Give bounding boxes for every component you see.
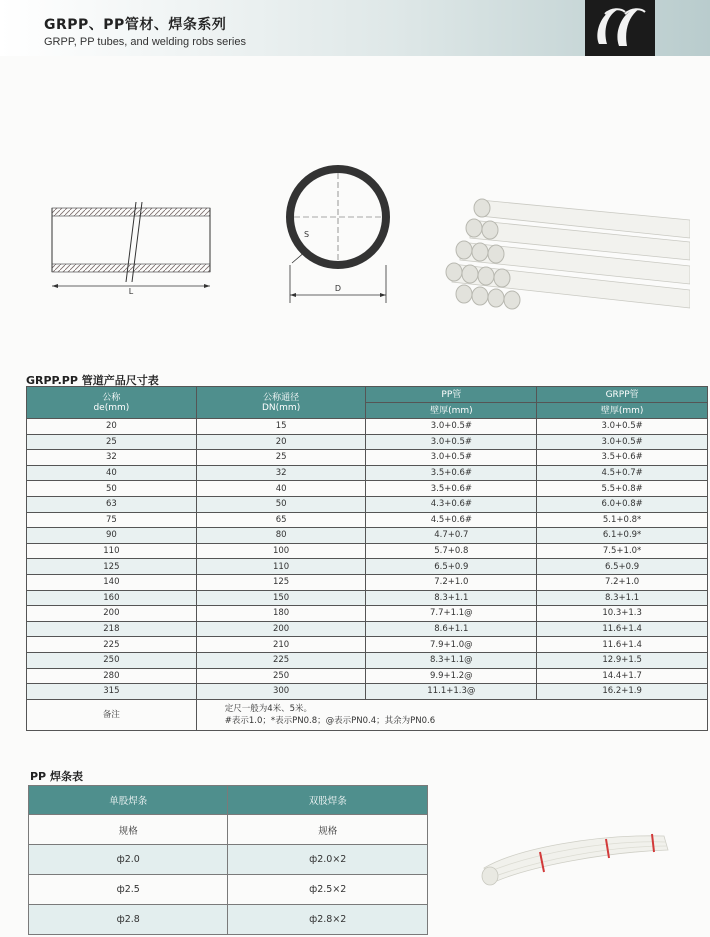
cell-dn: 50 bbox=[196, 496, 366, 512]
cell-dn: 150 bbox=[196, 590, 366, 606]
cell-de: 40 bbox=[27, 465, 197, 481]
note-row bbox=[27, 699, 708, 730]
cell-de: 90 bbox=[27, 528, 197, 544]
cell-de: 250 bbox=[27, 652, 197, 668]
cell-grpp: 11.6+1.4 bbox=[537, 621, 708, 637]
cell-de: 50 bbox=[27, 481, 197, 497]
cell-grpp: 14.4+1.7 bbox=[537, 668, 708, 684]
cell-pp: 4.5+0.6# bbox=[366, 512, 537, 528]
cell-double: ф2.0×2 bbox=[228, 845, 428, 875]
cell-pp: 6.5+0.9 bbox=[366, 559, 537, 575]
cell-de: 280 bbox=[27, 668, 197, 684]
cell-pp: 11.1+1.3@ bbox=[366, 684, 537, 700]
wall-label: S bbox=[304, 230, 310, 239]
col-dn-header: 公称通径 DN(mm) bbox=[196, 387, 366, 419]
cell-pp: 7.7+1.1@ bbox=[366, 606, 537, 622]
note-line-2: #表示1.0；*表示PN0.8；@表示PN0.4；其余为PN0.6 bbox=[224, 715, 436, 726]
cell-dn: 210 bbox=[196, 637, 366, 653]
cell-grpp: 12.9+1.5 bbox=[537, 652, 708, 668]
cell-dn: 65 bbox=[196, 512, 366, 528]
cell-grpp: 5.5+0.8# bbox=[537, 481, 708, 497]
page-title: GRPP、PP管材、焊条系列 bbox=[44, 17, 227, 33]
table-row bbox=[27, 481, 708, 497]
cell-dn: 125 bbox=[196, 574, 366, 590]
table-row bbox=[29, 905, 428, 935]
table-row bbox=[27, 496, 708, 512]
col-grpp-header: GRPP管 bbox=[537, 387, 708, 403]
cell-pp: 8.3+1.1 bbox=[366, 590, 537, 606]
cell-double: ф2.8×2 bbox=[228, 905, 428, 935]
col-double-header: 双股焊条 bbox=[228, 786, 428, 815]
cell-dn: 250 bbox=[196, 668, 366, 684]
weld-sub-header bbox=[29, 815, 428, 845]
cell-de: 125 bbox=[27, 559, 197, 575]
cell-de: 110 bbox=[27, 543, 197, 559]
table-row bbox=[27, 590, 708, 606]
pipe-side-drawing bbox=[40, 190, 230, 300]
cell-dn: 200 bbox=[196, 621, 366, 637]
pipe-section-drawing bbox=[270, 155, 410, 305]
cell-single: ф2.0 bbox=[29, 845, 228, 875]
cell-de: 25 bbox=[27, 434, 197, 450]
cell-grpp: 16.2+1.9 bbox=[537, 684, 708, 700]
cell-grpp: 7.2+1.0 bbox=[537, 574, 708, 590]
table-row bbox=[27, 637, 708, 653]
cell-grpp: 4.5+0.7# bbox=[537, 465, 708, 481]
cell-grpp: 3.0+0.5# bbox=[537, 434, 708, 450]
cell-dn: 100 bbox=[196, 543, 366, 559]
col-pp-sub-header: 壁厚(mm) bbox=[366, 403, 537, 419]
cell-pp: 8.3+1.1@ bbox=[366, 652, 537, 668]
table-row bbox=[27, 606, 708, 622]
cell-grpp: 5.1+0.8* bbox=[537, 512, 708, 528]
cell-dn: 180 bbox=[196, 606, 366, 622]
cell-grpp: 6.0+0.8# bbox=[537, 496, 708, 512]
cell-single: ф2.5 bbox=[29, 875, 228, 905]
table-row bbox=[27, 621, 708, 637]
cell-pp: 7.9+1.0@ bbox=[366, 637, 537, 653]
table-row bbox=[27, 652, 708, 668]
cell-pp: 3.5+0.6# bbox=[366, 465, 537, 481]
weld-table-title: PP 焊条表 bbox=[30, 770, 83, 783]
cell-pp: 3.0+0.5# bbox=[366, 419, 537, 435]
cell-pp: 7.2+1.0 bbox=[366, 574, 537, 590]
table-row bbox=[27, 528, 708, 544]
cell-de: 20 bbox=[27, 419, 197, 435]
cell-pp: 8.6+1.1 bbox=[366, 621, 537, 637]
table-row bbox=[27, 543, 708, 559]
cell-dn: 110 bbox=[196, 559, 366, 575]
brand-logo bbox=[585, 0, 655, 56]
col-de-header: 公称 de(mm) bbox=[27, 387, 197, 419]
cell-grpp: 10.3+1.3 bbox=[537, 606, 708, 622]
table-row bbox=[29, 875, 428, 905]
spec-table-header bbox=[27, 387, 708, 403]
cell-de: 225 bbox=[27, 637, 197, 653]
cell-pp: 9.9+1.2@ bbox=[366, 668, 537, 684]
cell-pp: 4.3+0.6# bbox=[366, 496, 537, 512]
cell-pp: 4.7+0.7 bbox=[366, 528, 537, 544]
note-text bbox=[196, 699, 707, 730]
table-row bbox=[27, 450, 708, 466]
stacked-tubes-image bbox=[440, 190, 690, 320]
cell-dn: 15 bbox=[196, 419, 366, 435]
length-label: L bbox=[128, 287, 134, 296]
cell-dn: 80 bbox=[196, 528, 366, 544]
cell-grpp: 8.3+1.1 bbox=[537, 590, 708, 606]
cell-de: 32 bbox=[27, 450, 197, 466]
cell-single: ф2.8 bbox=[29, 905, 228, 935]
spec-table-title: GRPP.PP 管道产品尺寸表 bbox=[26, 374, 159, 387]
cell-de: 63 bbox=[27, 496, 197, 512]
cell-dn: 300 bbox=[196, 684, 366, 700]
cell-spec-label: 规格 bbox=[228, 815, 428, 845]
col-single-header: 单股焊条 bbox=[29, 786, 228, 815]
cell-grpp: 3.5+0.6# bbox=[537, 450, 708, 466]
table-row bbox=[27, 465, 708, 481]
cell-grpp: 11.6+1.4 bbox=[537, 637, 708, 653]
table-row bbox=[27, 434, 708, 450]
cell-grpp: 3.0+0.5# bbox=[537, 419, 708, 435]
note-label: 备注 bbox=[27, 699, 197, 730]
cell-double: ф2.5×2 bbox=[228, 875, 428, 905]
note-line-1: 定尺一般为4米、5米。 bbox=[224, 703, 313, 714]
cell-grpp: 6.5+0.9 bbox=[537, 559, 708, 575]
table-row bbox=[27, 512, 708, 528]
table-row bbox=[27, 559, 708, 575]
table-row bbox=[27, 684, 708, 700]
cell-pp: 3.5+0.6# bbox=[366, 481, 537, 497]
page-subtitle: GRPP, PP tubes, and welding robs series bbox=[44, 36, 246, 48]
cell-pp: 3.0+0.5# bbox=[366, 434, 537, 450]
welding-rod-bundle-image bbox=[478, 828, 678, 888]
cell-dn: 32 bbox=[196, 465, 366, 481]
cell-de: 200 bbox=[27, 606, 197, 622]
cell-pp: 5.7+0.8 bbox=[366, 543, 537, 559]
cell-de: 160 bbox=[27, 590, 197, 606]
cell-de: 218 bbox=[27, 621, 197, 637]
spec-table bbox=[26, 386, 708, 731]
cell-dn: 40 bbox=[196, 481, 366, 497]
col-pp-header: PP管 bbox=[366, 387, 537, 403]
cell-de: 75 bbox=[27, 512, 197, 528]
cell-dn: 25 bbox=[196, 450, 366, 466]
weld-table bbox=[28, 785, 428, 935]
cell-grpp: 6.1+0.9* bbox=[537, 528, 708, 544]
cell-spec-label: 规格 bbox=[29, 815, 228, 845]
table-row bbox=[27, 419, 708, 435]
col-grpp-sub-header: 壁厚(mm) bbox=[537, 403, 708, 419]
cell-dn: 225 bbox=[196, 652, 366, 668]
weld-table-header bbox=[29, 786, 428, 815]
cell-de: 140 bbox=[27, 574, 197, 590]
table-row bbox=[27, 668, 708, 684]
cell-de: 315 bbox=[27, 684, 197, 700]
table-row bbox=[27, 574, 708, 590]
cell-grpp: 7.5+1.0* bbox=[537, 543, 708, 559]
cell-dn: 20 bbox=[196, 434, 366, 450]
table-row bbox=[29, 845, 428, 875]
diameter-label: D bbox=[334, 284, 342, 293]
cell-pp: 3.0+0.5# bbox=[366, 450, 537, 466]
